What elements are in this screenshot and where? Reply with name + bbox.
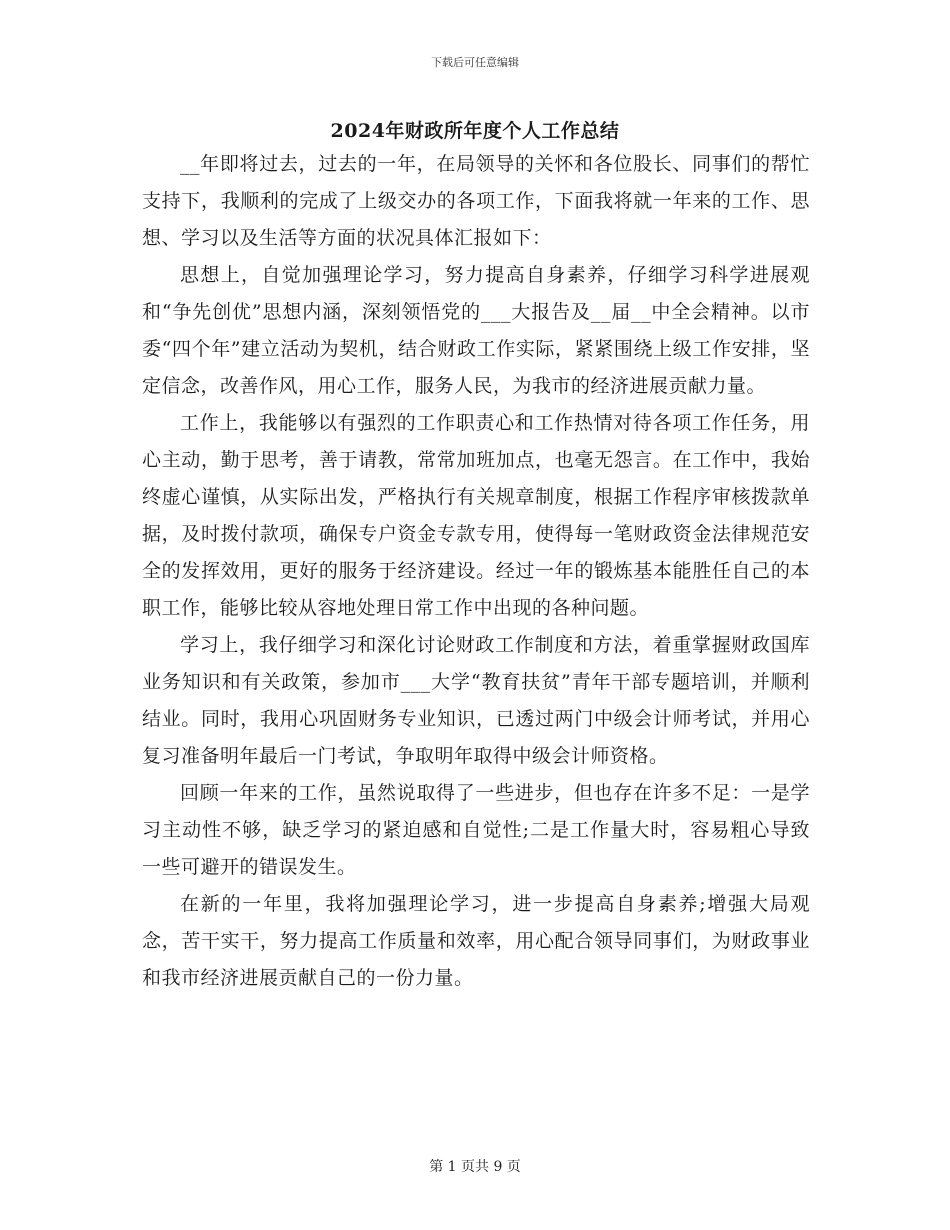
paragraph-work: 工作上，我能够以有强烈的工作职责心和工作热情对待各项工作任务，用心主动，勤于思考，善于请教，常常加班加点，也毫无怨言。在工作中，我始终虚心谨慎，从实际出发，严格执行有关规章制度，根据工作程序审核拨款单据，及时拨付款项，确保专户资金专款专用，使得每一笔财政资金法律规范安全的发挥效用，更好的服务于经济建设。经过一年的锻炼基本能胜任自己的本职工作，能够比较从容地处理日常工作中出现的各种问题。: [142, 412, 810, 619]
document-title: 2024年财政所年度个人工作总结: [330, 120, 620, 142]
page-number: 第 1 页共 9 页: [429, 1159, 521, 1175]
document-body: [142, 146, 810, 997]
header-note: 下载后可任意编辑: [431, 56, 519, 69]
paragraph-study: 学习上，我仔细学习和深化讨论财政工作制度和方法，着重掌握财政国库业务知识和有关政策，参加市___大学“教育扶贫”青年干部专题培训，并顺利结业。同时，我用心巩固财务专业知识，已透过两门中级会计师考试，并用心复习准备明年最后一门考试，争取明年取得中级会计师资格。: [142, 634, 810, 767]
paragraph-review: 回顾一年来的工作，虽然说取得了一些进步，但也存在许多不足：一是学习主动性不够，缺乏学习的紧迫感和自觉性;二是工作量大时，容易粗心导致一些可避开的错误发生。: [142, 782, 810, 878]
paragraph-plan: 在新的一年里，我将加强理论学习，进一步提高自身素养;增强大局观念，苦干实干，努力提高工作质量和效率，用心配合领导同事们，为财政事业和我市经济进展贡献自己的一份力量。: [142, 893, 810, 989]
paragraph-thought: 思想上，自觉加强理论学习，努力提高自身素养，仔细学习科学进展观和“争先创优”思想内涵，深刻领悟党的___大报告及__届__中全会精神。以市委“四个年”建立活动为契机，结合财政工作实际，紧紧围绕上级工作安排，坚定信念，改善作风，用心工作，服务人民，为我市的经济进展贡献力量。: [142, 264, 810, 397]
paragraph-intro: __年即将过去，过去的一年，在局领导的关怀和各位股长、同事们的帮忙支持下，我顺利的完成了上级交办的各项工作，下面我将就一年来的工作、思想、学习以及生活等方面的状况具体汇报如下：: [142, 153, 810, 249]
